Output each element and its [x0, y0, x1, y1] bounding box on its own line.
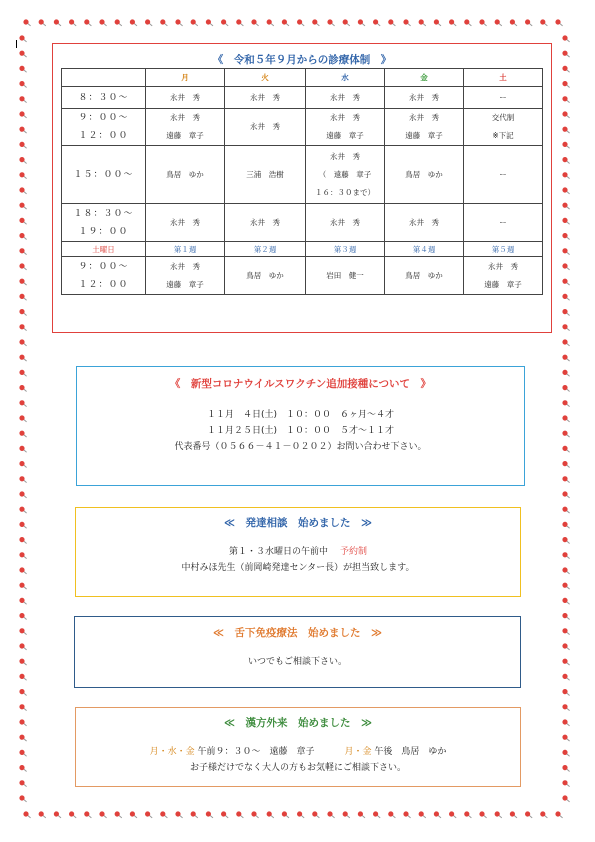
red-pin-icon — [18, 764, 28, 774]
red-pin-icon — [561, 734, 571, 744]
red-pin-icon — [561, 232, 571, 242]
red-pin-icon — [463, 810, 473, 820]
red-pin-icon — [250, 810, 260, 820]
red-pin-icon — [296, 18, 306, 28]
red-pin-icon — [174, 18, 184, 28]
red-pin-icon — [561, 718, 571, 728]
red-pin-icon — [220, 810, 230, 820]
red-pin-icon — [18, 262, 28, 272]
cell-line: 鳥居 ゆか — [166, 169, 204, 179]
doctor-cell — [385, 109, 464, 146]
cell-line: 鳥居 ゆか — [246, 270, 284, 280]
red-pin-icon — [18, 779, 28, 789]
red-pin-icon — [18, 597, 28, 607]
red-pin-icon — [561, 262, 571, 272]
red-pin-icon — [357, 810, 367, 820]
red-pin-icon — [561, 217, 571, 227]
red-pin-icon — [311, 810, 321, 820]
time-cell — [62, 257, 146, 295]
cell-line: 永井 秀 — [409, 217, 439, 227]
doctor-cell — [306, 109, 385, 146]
cell-line: 永井 秀 — [170, 261, 200, 271]
red-pin-icon — [18, 156, 28, 166]
red-pin-icon — [561, 34, 571, 44]
kampo-slot: 午前９：３０～ 遠藤 章子 — [197, 747, 315, 757]
doctor-cell — [464, 146, 543, 204]
red-pin-icon — [524, 18, 534, 28]
red-pin-icon — [561, 293, 571, 303]
red-pin-icon — [478, 810, 488, 820]
red-pin-icon — [190, 810, 200, 820]
red-pin-icon — [561, 779, 571, 789]
decorative-border-top — [18, 16, 577, 30]
reservation-badge: 予約制 — [339, 547, 367, 557]
red-pin-icon — [53, 810, 63, 820]
red-pin-icon — [18, 354, 28, 364]
cell-line: 永井 秀 — [409, 113, 439, 122]
red-pin-icon — [561, 627, 571, 637]
red-pin-icon — [561, 460, 571, 470]
red-pin-icon — [372, 18, 382, 28]
day-header: 金 — [385, 69, 464, 87]
schedule-header-row — [62, 69, 543, 87]
cell-line: 永井 秀 — [330, 113, 360, 122]
red-pin-icon — [561, 582, 571, 592]
kampo-note: お子様だけでなく大人の方もお気軽にご相談下さい。 — [189, 763, 406, 773]
red-pin-icon — [561, 490, 571, 500]
red-pin-icon — [18, 308, 28, 318]
red-pin-icon — [561, 50, 571, 60]
red-pin-icon — [18, 414, 28, 424]
week-header: 第２週 — [225, 242, 306, 257]
kampo-schedule-line — [76, 744, 520, 760]
red-pin-icon — [311, 18, 321, 28]
red-pin-icon — [433, 18, 443, 28]
red-pin-icon — [144, 810, 154, 820]
time-cell — [62, 87, 146, 109]
kampo-section — [75, 707, 521, 787]
doctor-cell — [464, 109, 543, 146]
week-header: 第３週 — [306, 242, 385, 257]
red-pin-icon — [18, 658, 28, 668]
red-pin-icon — [18, 202, 28, 212]
cell-line: ※下記 — [492, 131, 514, 140]
cell-line: 鳥居 ゆか — [405, 270, 443, 280]
red-pin-icon — [18, 126, 28, 136]
red-pin-icon — [18, 338, 28, 348]
day-header: 水 — [306, 69, 385, 87]
red-pin-icon — [561, 278, 571, 288]
doctor-cell — [464, 204, 543, 242]
red-pin-icon — [561, 369, 571, 379]
doctor-cell — [306, 257, 385, 295]
cell-line: ー — [499, 169, 507, 179]
red-pin-icon — [250, 18, 260, 28]
red-pin-icon — [18, 536, 28, 546]
schedule-section — [52, 43, 552, 333]
red-pin-icon — [18, 490, 28, 500]
red-pin-icon — [561, 186, 571, 196]
kampo-slot: 午後 鳥居 ゆか — [374, 747, 447, 757]
red-pin-icon — [433, 810, 443, 820]
red-pin-icon — [463, 18, 473, 28]
development-section — [75, 507, 521, 597]
cell-line: 永井 秀 — [330, 151, 360, 161]
decorative-border-left — [18, 30, 32, 810]
red-pin-icon — [18, 551, 28, 561]
red-pin-icon — [561, 80, 571, 90]
cell-line: ９：００～ — [78, 113, 129, 123]
text-cursor — [16, 40, 17, 48]
red-pin-icon — [18, 430, 28, 440]
red-pin-icon — [18, 612, 28, 622]
cell-line: 永井 秀 — [250, 92, 280, 102]
red-pin-icon — [418, 18, 428, 28]
red-pin-icon — [18, 278, 28, 288]
red-pin-icon — [326, 18, 336, 28]
development-schedule-text: 第１・３水曜日の午前中 — [229, 547, 329, 557]
red-pin-icon — [448, 18, 458, 28]
red-pin-icon — [561, 430, 571, 440]
red-pin-icon — [159, 810, 169, 820]
red-pin-icon — [18, 34, 28, 44]
cell-line: 永井 秀 — [330, 92, 360, 102]
red-pin-icon — [561, 536, 571, 546]
red-pin-icon — [22, 810, 32, 820]
vaccine-title: 《 新型コロナウイルスワクチン追加接種について 》 — [169, 378, 432, 390]
red-pin-icon — [18, 794, 28, 804]
red-pin-icon — [561, 156, 571, 166]
red-pin-icon — [561, 338, 571, 348]
cell-line: 永井 秀 — [170, 92, 200, 102]
schedule-table — [61, 68, 543, 295]
red-pin-icon — [561, 323, 571, 333]
red-pin-icon — [144, 18, 154, 28]
red-pin-icon — [342, 810, 352, 820]
red-pin-icon — [18, 217, 28, 227]
cell-line: 永井 秀 — [488, 261, 518, 271]
cell-line: 遠藤 章子 — [166, 279, 204, 289]
development-doctor-line: 中村みほ先生（前岡崎発達センター長）が担当致します。 — [181, 563, 415, 573]
red-pin-icon — [18, 749, 28, 759]
cell-line: 遠藤 章子 — [166, 131, 204, 140]
doctor-cell — [464, 87, 543, 109]
red-pin-icon — [18, 445, 28, 455]
cell-line: 鳥居 ゆか — [405, 169, 443, 179]
cell-line: ９：００～ — [78, 261, 129, 272]
cell-line: 永井 秀 — [170, 113, 200, 122]
week-header: 第５週 — [464, 242, 543, 257]
red-pin-icon — [448, 810, 458, 820]
red-pin-icon — [235, 810, 245, 820]
schedule-row — [62, 146, 543, 204]
doctor-cell — [225, 257, 306, 295]
cell-line: 岩田 健一 — [326, 270, 364, 280]
cell-line: １２：００ — [78, 279, 129, 290]
vaccine-section — [76, 366, 525, 486]
red-pin-icon — [561, 414, 571, 424]
red-pin-icon — [478, 18, 488, 28]
red-pin-icon — [129, 18, 139, 28]
sublingual-note: いつでもご相談下さい。 — [247, 657, 347, 667]
doctor-cell — [385, 87, 464, 109]
cell-line: ８：３０～ — [78, 92, 129, 103]
development-schedule-line — [76, 544, 520, 560]
doctor-cell — [464, 257, 543, 295]
red-pin-icon — [554, 18, 564, 28]
red-pin-icon — [561, 384, 571, 394]
red-pin-icon — [18, 688, 28, 698]
red-pin-icon — [18, 171, 28, 181]
red-pin-icon — [38, 810, 48, 820]
red-pin-icon — [342, 18, 352, 28]
red-pin-icon — [387, 18, 397, 28]
red-pin-icon — [18, 186, 28, 196]
cell-line: 永井 秀 — [170, 217, 200, 227]
red-pin-icon — [561, 703, 571, 713]
red-pin-icon — [129, 810, 139, 820]
vaccine-date-line: １１月２５日(土) １０：００ ５才～１１才 — [206, 426, 395, 436]
red-pin-icon — [561, 202, 571, 212]
red-pin-icon — [326, 810, 336, 820]
red-pin-icon — [18, 506, 28, 516]
red-pin-icon — [18, 323, 28, 333]
red-pin-icon — [561, 445, 571, 455]
doctor-cell — [306, 146, 385, 204]
red-pin-icon — [18, 460, 28, 470]
development-title: ≪ 発達相談 始めました ≫ — [224, 517, 372, 529]
red-pin-icon — [561, 141, 571, 151]
red-pin-icon — [18, 703, 28, 713]
doctor-cell — [385, 257, 464, 295]
red-pin-icon — [18, 141, 28, 151]
red-pin-icon — [18, 293, 28, 303]
red-pin-icon — [561, 126, 571, 136]
cell-line: １２：００ — [78, 131, 129, 141]
doctor-cell — [385, 204, 464, 242]
red-pin-icon — [402, 18, 412, 28]
red-pin-icon — [561, 247, 571, 257]
red-pin-icon — [539, 810, 549, 820]
red-pin-icon — [372, 810, 382, 820]
doctor-cell — [225, 146, 306, 204]
cell-line: 永井 秀 — [250, 122, 280, 131]
day-header: 土 — [464, 69, 543, 87]
doctor-cell — [146, 87, 225, 109]
red-pin-icon — [402, 810, 412, 820]
cell-line: １６：３０まで） — [315, 187, 375, 197]
red-pin-icon — [18, 384, 28, 394]
red-pin-icon — [18, 642, 28, 652]
red-pin-icon — [114, 810, 124, 820]
red-pin-icon — [266, 810, 276, 820]
red-pin-icon — [190, 18, 200, 28]
red-pin-icon — [561, 612, 571, 622]
cell-line: 遠藤 章子 — [326, 131, 364, 140]
red-pin-icon — [235, 18, 245, 28]
red-pin-icon — [561, 658, 571, 668]
red-pin-icon — [494, 18, 504, 28]
doctor-cell — [225, 109, 306, 146]
red-pin-icon — [561, 521, 571, 531]
schedule-row — [62, 109, 543, 146]
doctor-cell — [146, 204, 225, 242]
cell-line: 永井 秀 — [330, 217, 360, 227]
red-pin-icon — [561, 506, 571, 516]
doctor-cell — [225, 204, 306, 242]
time-cell — [62, 146, 146, 204]
red-pin-icon — [18, 232, 28, 242]
day-header — [62, 69, 146, 87]
red-pin-icon — [18, 718, 28, 728]
red-pin-icon — [18, 582, 28, 592]
red-pin-icon — [18, 734, 28, 744]
cell-line: ー — [499, 92, 507, 102]
day-header: 火 — [225, 69, 306, 87]
red-pin-icon — [418, 810, 428, 820]
red-pin-icon — [18, 627, 28, 637]
doctor-cell — [146, 109, 225, 146]
red-pin-icon — [205, 18, 215, 28]
vaccine-contact-line: 代表番号（０５６６－４１－０２０２）お問い合わせ下さい。 — [174, 442, 427, 452]
red-pin-icon — [561, 749, 571, 759]
red-pin-icon — [561, 399, 571, 409]
decorative-border-right — [561, 30, 575, 810]
red-pin-icon — [159, 18, 169, 28]
doctor-cell — [306, 204, 385, 242]
cell-line: 永井 秀 — [409, 92, 439, 102]
red-pin-icon — [561, 65, 571, 75]
vaccine-date-line: １１月 ４日(土) １０：００ ６ヶ月～４才 — [206, 410, 395, 420]
time-cell — [62, 109, 146, 146]
red-pin-icon — [357, 18, 367, 28]
doctor-cell — [306, 87, 385, 109]
sublingual-section — [74, 616, 521, 688]
red-pin-icon — [18, 369, 28, 379]
red-pin-icon — [18, 80, 28, 90]
red-pin-icon — [18, 673, 28, 683]
red-pin-icon — [18, 521, 28, 531]
cell-line: 遠藤 章子 — [484, 279, 522, 289]
red-pin-icon — [561, 551, 571, 561]
cell-line: 三浦 浩樹 — [246, 169, 284, 179]
red-pin-icon — [561, 308, 571, 318]
red-pin-icon — [83, 810, 93, 820]
red-pin-icon — [561, 642, 571, 652]
red-pin-icon — [266, 18, 276, 28]
red-pin-icon — [561, 566, 571, 576]
schedule-row — [62, 257, 543, 295]
kampo-days: 月・水・金 — [149, 747, 195, 757]
doctor-cell — [385, 146, 464, 204]
decorative-border-bottom — [18, 808, 577, 822]
saturday-header-row — [62, 242, 543, 257]
red-pin-icon — [98, 18, 108, 28]
red-pin-icon — [68, 18, 78, 28]
red-pin-icon — [114, 18, 124, 28]
red-pin-icon — [205, 810, 215, 820]
red-pin-icon — [524, 810, 534, 820]
saturday-label: 土曜日 — [62, 242, 146, 257]
schedule-row — [62, 204, 543, 242]
red-pin-icon — [220, 18, 230, 28]
red-pin-icon — [98, 810, 108, 820]
kampo-days: 月・金 — [344, 747, 372, 757]
red-pin-icon — [281, 810, 291, 820]
red-pin-icon — [53, 18, 63, 28]
week-header: 第１週 — [146, 242, 225, 257]
red-pin-icon — [174, 810, 184, 820]
kampo-title: ≪ 漢方外来 始めました ≫ — [224, 717, 372, 729]
time-cell — [62, 204, 146, 242]
doctor-cell — [225, 87, 306, 109]
red-pin-icon — [18, 399, 28, 409]
red-pin-icon — [83, 18, 93, 28]
cell-line: ー — [499, 217, 507, 227]
red-pin-icon — [561, 354, 571, 364]
red-pin-icon — [18, 110, 28, 120]
cell-line: （ 遠藤 章子 — [318, 169, 372, 179]
cell-line: １９：００ — [78, 226, 129, 237]
cell-line: 交代制 — [491, 113, 515, 122]
red-pin-icon — [561, 764, 571, 774]
cell-line: 永井 秀 — [250, 217, 280, 227]
cell-line: １８：３０～ — [73, 208, 134, 219]
doctor-cell — [146, 257, 225, 295]
red-pin-icon — [509, 810, 519, 820]
red-pin-icon — [561, 688, 571, 698]
red-pin-icon — [18, 50, 28, 60]
schedule-row — [62, 87, 543, 109]
red-pin-icon — [18, 95, 28, 105]
red-pin-icon — [561, 597, 571, 607]
schedule-title: 《 令和５年９月からの診療体制 》 — [212, 54, 392, 66]
sublingual-title: ≪ 舌下免疫療法 始めました ≫ — [213, 627, 382, 639]
red-pin-icon — [18, 65, 28, 75]
red-pin-icon — [561, 475, 571, 485]
red-pin-icon — [561, 794, 571, 804]
cell-line: １５：００～ — [73, 169, 134, 180]
red-pin-icon — [561, 110, 571, 120]
red-pin-icon — [18, 475, 28, 485]
doctor-cell — [146, 146, 225, 204]
week-header: 第４週 — [385, 242, 464, 257]
red-pin-icon — [38, 18, 48, 28]
red-pin-icon — [561, 673, 571, 683]
red-pin-icon — [18, 247, 28, 257]
day-header: 月 — [146, 69, 225, 87]
red-pin-icon — [68, 810, 78, 820]
red-pin-icon — [281, 18, 291, 28]
red-pin-icon — [539, 18, 549, 28]
red-pin-icon — [561, 95, 571, 105]
cell-line: 遠藤 章子 — [405, 131, 443, 140]
red-pin-icon — [554, 810, 564, 820]
red-pin-icon — [494, 810, 504, 820]
red-pin-icon — [509, 18, 519, 28]
red-pin-icon — [561, 171, 571, 181]
red-pin-icon — [296, 810, 306, 820]
red-pin-icon — [18, 566, 28, 576]
red-pin-icon — [387, 810, 397, 820]
red-pin-icon — [22, 18, 32, 28]
